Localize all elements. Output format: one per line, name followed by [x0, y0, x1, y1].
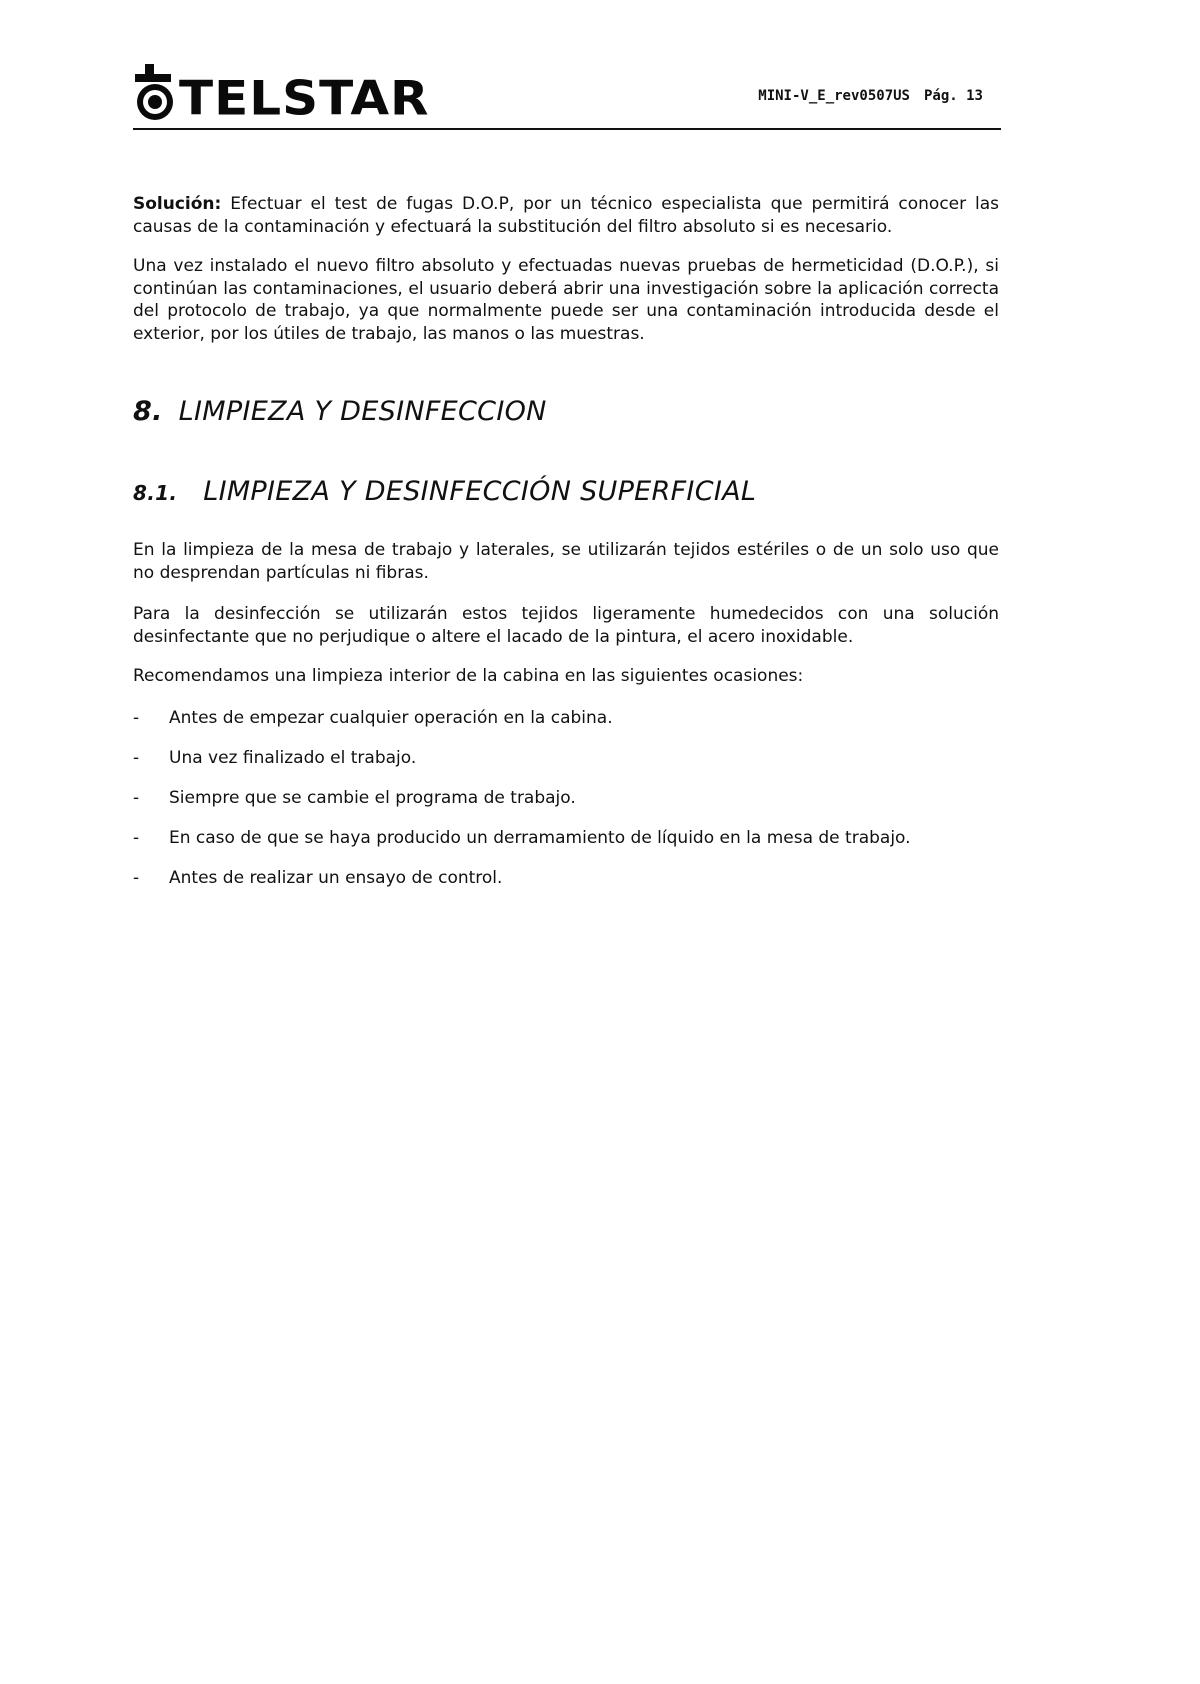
telstar-logo [133, 52, 430, 126]
bullet-dash: - [133, 708, 140, 728]
document-reference [758, 88, 983, 104]
list-item-text: Antes de realizar un ensayo de control. [169, 868, 503, 888]
cleaning-paragraph: En la limpieza de la mesa de trabajo y laterales, se utilizarán tejidos estériles o de un solo uso que no desprendan partículas ni fibras. [133, 540, 999, 583]
header-divider [133, 128, 1001, 130]
solution-label: Solución: [133, 194, 222, 214]
document-code: MINI-V_E_rev0507US [758, 88, 910, 104]
recommendation-paragraph: Recomendamos una limpieza interior de la cabina en las siguientes ocasiones: [133, 666, 804, 686]
subsection-title: LIMPIEZA Y DESINFECCIÓN SUPERFICIAL [203, 476, 757, 507]
list-item [133, 707, 999, 747]
bullet-dash: - [133, 748, 140, 768]
solution-paragraph [133, 193, 999, 238]
section-number: 8. [133, 396, 163, 427]
bullet-dash: - [133, 788, 140, 808]
subsection-number: 8.1. [133, 481, 178, 505]
list-item [133, 787, 999, 827]
list-item [133, 827, 999, 867]
section-title: LIMPIEZA Y DESINFECCION [178, 396, 547, 427]
bullet-dash: - [133, 868, 140, 888]
list-item-text: Siempre que se cambie el programa de trabajo. [169, 788, 576, 808]
contamination-paragraph: Una vez instalado el nuevo filtro absoluto y efectuadas nuevas pruebas de hermeticidad (D.O.P.), si continúan las contaminaciones, el usuario deberá abrir una investigación sobre la aplicación correcta del protocolo de trabajo, ya que normalmente puede ser una contaminación introducida desde el exterior, por los útiles de trabajo, las manos o las muestras. [133, 256, 999, 344]
list-item-text: En caso de que se haya producido un derramamiento de líquido en la mesa de trabajo. [169, 828, 911, 848]
page-number: Pág. 13 [923, 88, 983, 104]
telstar-logo-icon [133, 64, 177, 122]
list-item-text: Antes de empezar cualquier operación en la cabina. [169, 708, 613, 728]
cleaning-occasions-list [133, 707, 999, 907]
page-header [133, 48, 1001, 132]
subsection-heading [133, 476, 756, 507]
list-item [133, 867, 999, 907]
section-heading [133, 396, 547, 427]
bullet-dash: - [133, 828, 140, 848]
disinfection-paragraph: Para la desinfección se utilizarán estos tejidos ligeramente humedecidos con una solución desinfectante que no perjudique o altere el lacado de la pintura, el acero inoxidable. [133, 604, 999, 647]
list-item-text: Una vez finalizado el trabajo. [169, 748, 417, 768]
logo-wordmark: TELSTAR [179, 70, 430, 126]
solution-text: Efectuar el test de fugas D.O.P, por un técnico especialista que permitirá conocer las causas de la contaminación y efectuará la substitución del filtro absoluto si es necesario. [133, 194, 999, 237]
list-item [133, 747, 999, 787]
